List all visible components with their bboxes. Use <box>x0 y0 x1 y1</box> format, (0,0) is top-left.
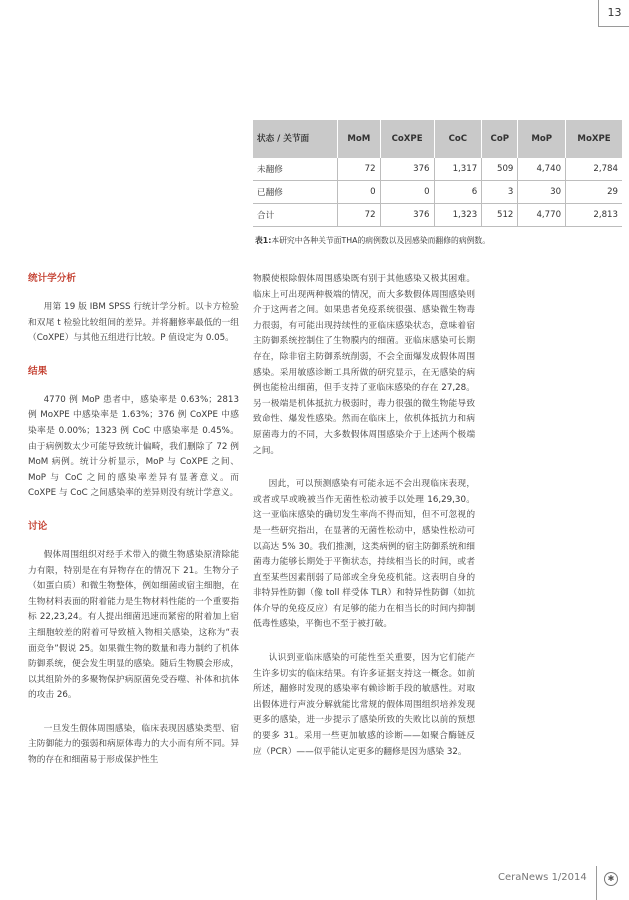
table-cell: 6 <box>434 181 482 204</box>
table-cell: 未翻修 <box>253 158 338 181</box>
table-header-row <box>253 120 622 158</box>
footer-divider <box>596 866 597 900</box>
page-number: 13 <box>607 6 622 19</box>
paragraph: 因此，可以预测感染有可能永远不会出现临床表现，或者或早或晚被当作无菌性松动被手以处理 16,29,30。这一亚临床感染的确切发生率尚不得而知，但不可忽视的是一些研究指出，在显著的无菌性松动中，感染性松动可以高达 5% 30。我们推测，这类病例的宿主防御系统和细菌毒力能够长期处于平衡状态，持续相当长的时间，或者直至某些因素削弱了局部或全身免疫机能。这表明自身的非特异性防御（像 toll 样受体 TLR）和特异性防御（如抗体介导的免疫反应）有足够的能力在相当长的时间内抑制低毒性感染，平衡也不至于被打破。 <box>253 479 475 630</box>
table-cell: 已翻修 <box>253 181 338 204</box>
page-number-box <box>598 0 629 27</box>
heading-discussion: 讨论 <box>28 520 48 532</box>
table-container <box>253 120 622 246</box>
table-cell: 376 <box>380 158 434 181</box>
header-mom: MoM <box>338 120 381 158</box>
table-cell: 72 <box>338 204 381 227</box>
table-row <box>253 158 622 181</box>
table-row <box>253 204 622 227</box>
table-cell: 0 <box>338 181 381 204</box>
footer-publication: CeraNews 1/2014 <box>498 872 587 883</box>
table-cell: 512 <box>482 204 518 227</box>
table-cell: 4,770 <box>518 204 566 227</box>
table-row <box>253 181 622 204</box>
table-cell: 合计 <box>253 204 338 227</box>
paragraph: 用第 19 版 IBM SPSS 行统计学分析。以卡方检验和双尾 t 检验比较组间的差异。并将翻修率最低的一组（CoXPE）与其他五组进行比较。P 值设定为 0.05。 <box>28 302 239 344</box>
paragraph: 一旦发生假体周围感染，临床表现因感染类型、宿主防御能力的强弱和病原体毒力的大小而有所不同。异物的存在和细菌易于形成保护性生 <box>28 723 239 766</box>
caption-label: 表1: <box>255 236 272 245</box>
table-cell: 29 <box>566 181 622 204</box>
right-column <box>253 272 475 778</box>
paragraph: 假体周围组织对经手术带入的微生物感染原清除能力有限，特别是在有异物存在的情况下 21。生物分子（如蛋白质）和微生物整体，例如细菌或宿主细胞，在生物材料表面的附着能力是生物材料性能的一个重要指标 22,23,24。有人提出细菌迅速而紧密的附着加上宿主细胞较差的附着可导致植入物相关感染，这称为“表面竞争”假说 25。如果微生物的数量和毒力制约了机体防御系统，便会发生明显的感染。随后生物膜会形成，以其组阶外的多聚物保护病原菌免受吞噬、补体和抗体的攻击 26。 <box>28 549 239 701</box>
caption-text: 本研究中各种关节面THA的病例数以及因感染而翻修的病例数。 <box>271 236 491 245</box>
left-column <box>28 272 239 787</box>
header-mop: MoP <box>518 120 566 158</box>
paragraph: 认识到亚临床感染的可能性至关重要，因为它们能产生许多切实的临床结果。有许多证据支持这一概念。如前所述，翻修时发现的感染率有赖诊断手段的敏感性。对取出假体进行声波分解就能比常规的假体周围组织培养发现更多的感染，进一步提示了感染所致的失败比以前的预想的要多 31。采用一些更加敏感的诊断——如聚合酶链反应（PCR）——似乎能认定更多的翻修是因为感染 32。 <box>253 653 475 757</box>
header-coc: CoC <box>434 120 482 158</box>
table-cell: 3 <box>482 181 518 204</box>
table-cell: 2,813 <box>566 204 622 227</box>
data-table <box>253 120 622 227</box>
table-cell: 1,317 <box>434 158 482 181</box>
header-cop: CoP <box>482 120 518 158</box>
table-cell: 72 <box>338 158 381 181</box>
paragraph: 物膜使根除假体周围感染既有别于其他感染又极其困难。临床上可出现两种极端的情况，而大多数假体周围感染则介于这两者之间。如果患者免疫系统很强、感染微生物毒力很弱，有可能出现持续性的亚临床感染状态，意味着宿主防御系统控制住了生物膜内的细菌。亚临床感染可长期存在，除非宿主防御系统削弱，不会全面爆发成假体周围感染。采用敏感诊断工具所做的研究显示，在无感染的病例也能检出细菌，但手支持了亚临床感染的存在 27,28。另一极端是机体抵抗力极弱时，毒力很强的微生物能导致致命性、爆发性感染。然而在临床上，依机体抵抗力和病原菌毒力的不同，大多数假体周围感染介于上述两个极端之间。 <box>253 274 475 456</box>
header-moxpe: MoXPE <box>566 120 622 158</box>
paragraph: 4770 例 MoP 患者中，感染率是 0.63%；2813 例 MoXPE 中感染率是 1.63%；376 例 CoXPE 中感染率是 0.00%；1323 例 CoC 中感染率是 0.45%。由于病例数太少可能导致统计偏畸，我们删除了 72 例 MoM 病例。统计分析显示，MoP 与 CoXPE 之间、MoP 与 CoC 之间的感染率差异有显著意义。而 CoXPE 与 CoC 之间感染率的差异则没有统计学意义。 <box>28 394 239 499</box>
table-cell: 1,323 <box>434 204 482 227</box>
table-cell: 2,784 <box>566 158 622 181</box>
heading-statistics: 统计学分析 <box>28 273 76 284</box>
table-cell: 30 <box>518 181 566 204</box>
table-cell: 376 <box>380 204 434 227</box>
table-cell: 0 <box>380 181 434 204</box>
header-coxpe: CoXPE <box>380 120 434 158</box>
heading-results: 结果 <box>28 365 48 377</box>
table-cell: 509 <box>482 158 518 181</box>
header-status: 状态 / 关节面 <box>253 120 338 158</box>
table-cell: 4,740 <box>518 158 566 181</box>
circle-logo-icon: ✱ <box>604 872 618 886</box>
table-caption <box>253 235 622 246</box>
